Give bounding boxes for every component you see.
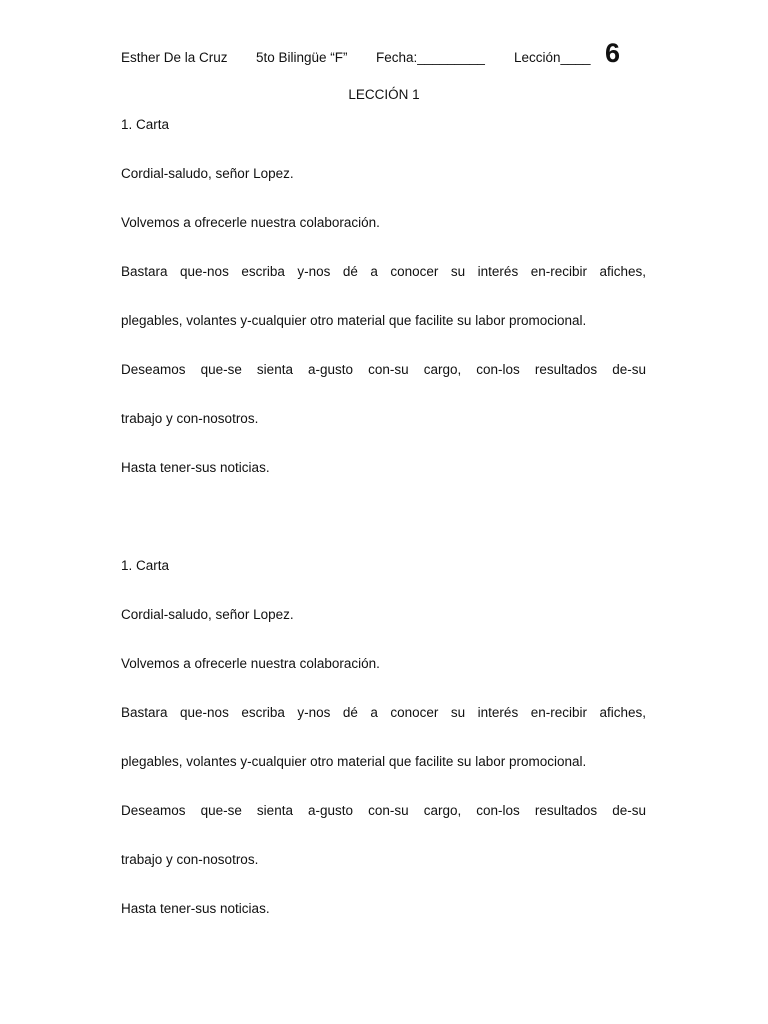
block-2-line-2a: Bastara que-nos escriba y-nos dé a conocer su interés en-recibir afiches, xyxy=(121,705,646,720)
lesson-number: 6 xyxy=(605,38,621,68)
block-1-line-1: Volvemos a ofrecerle nuestra colaboración. xyxy=(121,215,380,230)
block-1-greeting: Cordial-saludo, señor Lopez. xyxy=(121,166,294,181)
page-title: LECCIÓN 1 xyxy=(348,87,420,102)
block-2-line-3b: trabajo y con-nosotros. xyxy=(121,852,259,867)
date-field: Fecha:_________ xyxy=(376,50,485,65)
document-header xyxy=(121,38,661,70)
block-1-line-3a: Deseamos que-se sienta a-gusto con-su cargo, con-los resultados de-su xyxy=(121,362,646,377)
block-1-line-2b: plegables, volantes y-cualquier otro material que facilite su labor promocional. xyxy=(121,313,587,328)
block-2-greeting: Cordial-saludo, señor Lopez. xyxy=(121,607,294,622)
block-1-line-3b: trabajo y con-nosotros. xyxy=(121,411,259,426)
student-name: Esther De la Cruz xyxy=(121,50,228,65)
block-1-closing: Hasta tener-sus noticias. xyxy=(121,460,270,475)
block-1-heading: 1. Carta xyxy=(121,117,170,132)
block-2-line-1: Volvemos a ofrecerle nuestra colaboración. xyxy=(121,656,380,671)
block-2-line-3a: Deseamos que-se sienta a-gusto con-su cargo, con-los resultados de-su xyxy=(121,803,646,818)
student-grade: 5to Bilingüe “F” xyxy=(256,50,348,65)
block-2-closing: Hasta tener-sus noticias. xyxy=(121,901,270,916)
block-2-line-2b: plegables, volantes y-cualquier otro material que facilite su labor promocional. xyxy=(121,754,587,769)
block-2-heading: 1. Carta xyxy=(121,558,170,573)
block-1-line-2a: Bastara que-nos escriba y-nos dé a conocer su interés en-recibir afiches, xyxy=(121,264,646,279)
lesson-field: Lección____ xyxy=(514,50,591,65)
